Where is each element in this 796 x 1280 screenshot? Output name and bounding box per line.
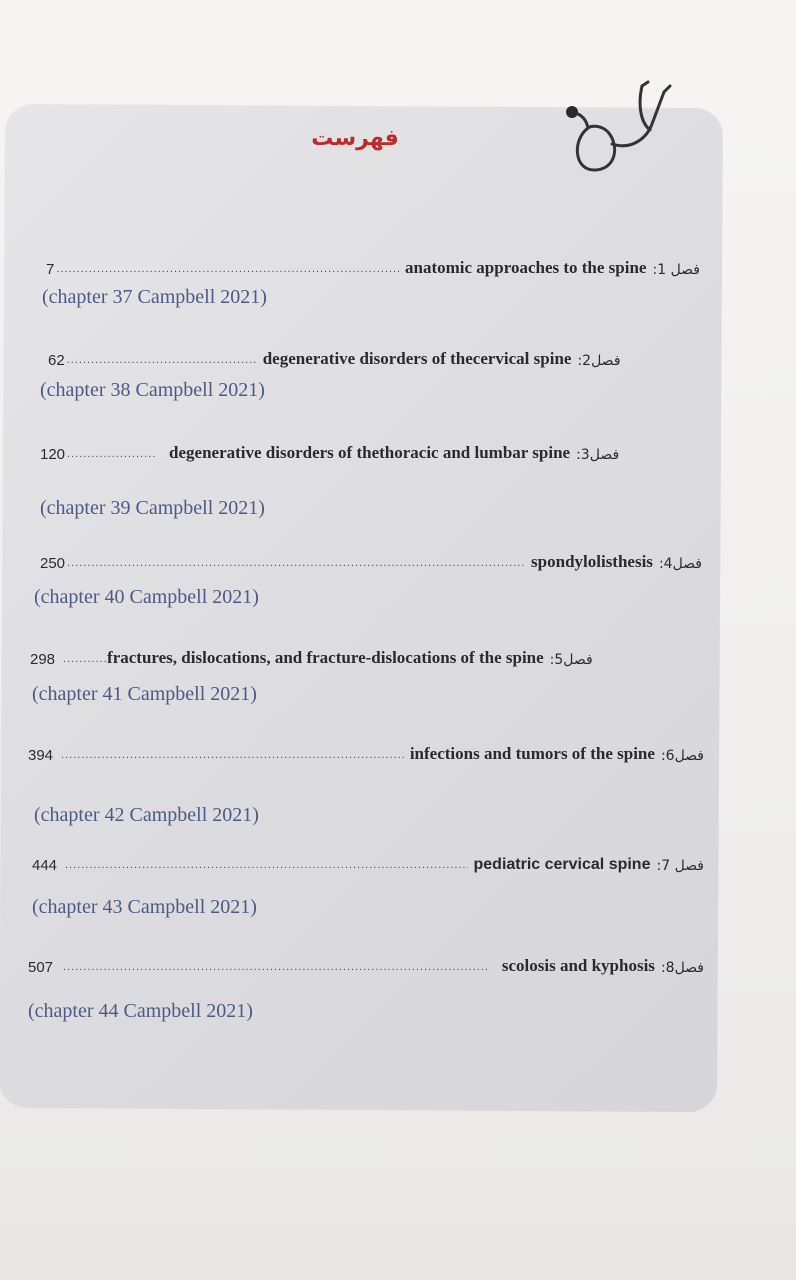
- dot-leader: [67, 448, 157, 460]
- chapter-title: degenerative disorders of thethoracic and lumbar spine: [169, 443, 571, 462]
- dot-leader: [67, 557, 525, 569]
- toc-entry: [48, 347, 702, 369]
- page-number: 444: [32, 857, 58, 874]
- chapter-label: :1 فصل: [652, 262, 700, 278]
- toc-entry: [28, 742, 704, 764]
- chapter-title: fractures, dislocations, and fracture-dislocations of the spine: [107, 648, 544, 667]
- toc-entry: [30, 646, 702, 668]
- chapter-title: infections and tumors of the spine: [409, 744, 655, 763]
- chapter-reference: (chapter 41 Campbell 2021): [32, 683, 257, 705]
- dot-leader: [67, 354, 257, 366]
- chapter-label: :5فصل: [549, 652, 593, 668]
- chapter-label: :3فصل: [576, 447, 620, 463]
- chapter-reference: (chapter 39 Campbell 2021): [40, 497, 265, 519]
- chapter-title: pediatric cervical spine: [473, 856, 651, 873]
- chapter-label: :2فصل: [577, 353, 621, 369]
- chapter-reference: (chapter 37 Campbell 2021): [42, 286, 267, 308]
- toc-entry: [28, 954, 704, 976]
- toc-entry: [32, 852, 704, 874]
- chapter-reference: (chapter 42 Campbell 2021): [34, 804, 259, 826]
- chapter-reference: (chapter 44 Campbell 2021): [28, 1000, 253, 1022]
- dot-leader: [63, 961, 490, 973]
- chapter-reference: (chapter 43 Campbell 2021): [32, 896, 257, 918]
- chapter-title: degenerative disorders of thecervical spine: [262, 349, 572, 368]
- chapter-label: :8فصل: [660, 960, 704, 976]
- page-number: 250: [40, 555, 66, 572]
- chapter-title: anatomic approaches to the spine: [405, 258, 647, 277]
- chapter-title: spondylolisthesis: [531, 552, 653, 571]
- toc-entry: [46, 256, 700, 278]
- toc-entry: [40, 441, 702, 463]
- chapter-label: :6فصل: [660, 748, 704, 764]
- dot-leader: [63, 653, 107, 665]
- chapter-reference: (chapter 38 Campbell 2021): [40, 379, 265, 401]
- page-number: 507: [28, 959, 54, 976]
- page-title: فهرست: [311, 126, 399, 151]
- dot-leader: [61, 749, 404, 761]
- page-number: 120: [40, 446, 66, 463]
- chapter-label: :7 فصل: [656, 858, 704, 874]
- toc-entry: [40, 550, 702, 572]
- chapter-reference: (chapter 40 Campbell 2021): [34, 586, 259, 608]
- stethoscope-icon: [560, 74, 680, 184]
- chapter-title: scolosis and kyphosis: [501, 956, 655, 975]
- page-number: 298: [30, 651, 56, 668]
- page-number: 62: [48, 352, 65, 369]
- dot-leader: [56, 263, 399, 275]
- page-number: 394: [28, 747, 54, 764]
- chapter-label: :4فصل: [658, 556, 702, 572]
- page-number: 7: [46, 261, 55, 278]
- dot-leader: [65, 859, 467, 871]
